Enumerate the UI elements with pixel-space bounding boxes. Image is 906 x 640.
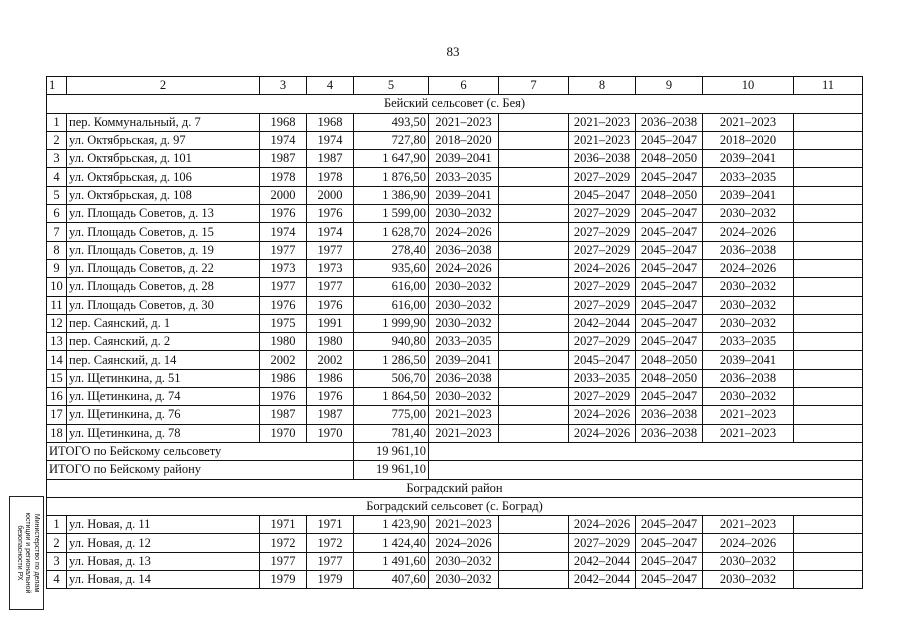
table-cell: 2033–2035 (703, 333, 794, 351)
table-cell: 2045–2047 (636, 571, 703, 589)
table-cell (794, 571, 863, 589)
page-number: 83 (446, 44, 460, 59)
column-number-cell: 8 (569, 77, 636, 95)
table-cell: 2024–2026 (569, 259, 636, 277)
table-row (47, 516, 863, 534)
total-value: 19 961,10 (354, 442, 429, 460)
table-cell: 2024–2026 (569, 516, 636, 534)
district-row (47, 479, 863, 497)
table-cell: 2045–2047 (636, 278, 703, 296)
table-cell: 1 491,60 (354, 552, 429, 570)
table-cell: 2 (47, 534, 67, 552)
table-cell: ул. Октябрьская, д. 108 (67, 186, 260, 204)
table-cell: 2045–2047 (636, 241, 703, 259)
table-cell (499, 113, 569, 131)
table-cell: ул. Площадь Советов, д. 19 (67, 241, 260, 259)
column-number-cell: 7 (499, 77, 569, 95)
table-cell: 2045–2047 (636, 131, 703, 149)
table-cell: 1986 (260, 369, 307, 387)
column-number-cell: 2 (67, 77, 260, 95)
table-cell: 2024–2026 (569, 424, 636, 442)
table-cell: 2030–2032 (703, 205, 794, 223)
table-cell: 2030–2032 (429, 314, 499, 332)
table-cell: 2048–2050 (636, 186, 703, 204)
table-cell (499, 131, 569, 149)
table-cell: 2027–2029 (569, 534, 636, 552)
stamp-text (14, 499, 40, 607)
table-cell: ул. Площадь Советов, д. 22 (67, 259, 260, 277)
table-cell (499, 223, 569, 241)
table-cell: пер. Саянский, д. 1 (67, 314, 260, 332)
table-cell: 2042–2044 (569, 571, 636, 589)
table-cell (794, 205, 863, 223)
table-cell: 2036–2038 (429, 369, 499, 387)
table-cell: 1973 (307, 259, 354, 277)
ministry-stamp (9, 496, 44, 610)
table-cell: 2021–2023 (703, 516, 794, 534)
table-cell (794, 388, 863, 406)
table-cell: 1987 (260, 406, 307, 424)
table-cell: 2045–2047 (636, 388, 703, 406)
table-cell: 1977 (307, 241, 354, 259)
table-cell: пер. Саянский, д. 2 (67, 333, 260, 351)
table-cell (499, 333, 569, 351)
column-number-cell: 3 (260, 77, 307, 95)
table-cell (794, 424, 863, 442)
table-row (47, 369, 863, 387)
table-cell (499, 351, 569, 369)
table-cell: 1979 (260, 571, 307, 589)
table-cell: ул. Щетинкина, д. 76 (67, 406, 260, 424)
table-cell (794, 314, 863, 332)
table-cell: ул. Новая, д. 11 (67, 516, 260, 534)
table-cell (499, 534, 569, 552)
table-cell: 2030–2032 (429, 571, 499, 589)
table-cell: 2036–2038 (636, 424, 703, 442)
table-cell: 2033–2035 (429, 333, 499, 351)
table-cell: 2024–2026 (703, 534, 794, 552)
table-cell: ул. Октябрьская, д. 97 (67, 131, 260, 149)
table-cell: 493,50 (354, 113, 429, 131)
table-cell: 1986 (307, 369, 354, 387)
table-cell: 2018–2020 (703, 131, 794, 149)
table-cell: 2024–2026 (569, 406, 636, 424)
district-title: Боградский район (47, 479, 863, 497)
table-cell: 2021–2023 (429, 516, 499, 534)
table-cell: 1974 (307, 223, 354, 241)
table-cell: 1977 (307, 552, 354, 570)
table-cell: 2021–2023 (569, 131, 636, 149)
table-cell: 2024–2026 (703, 223, 794, 241)
table-cell: пер. Саянский, д. 14 (67, 351, 260, 369)
table-cell: 2024–2026 (429, 534, 499, 552)
table-cell (794, 516, 863, 534)
table-cell: 2027–2029 (569, 205, 636, 223)
table-cell: 2030–2032 (429, 278, 499, 296)
table-cell: 1972 (260, 534, 307, 552)
table-cell (499, 571, 569, 589)
table-row (47, 333, 863, 351)
table-cell: ул. Новая, д. 14 (67, 571, 260, 589)
table-cell: 8 (47, 241, 67, 259)
table-cell: 1971 (307, 516, 354, 534)
table-cell: 1976 (260, 388, 307, 406)
table-cell (499, 259, 569, 277)
table-cell (794, 552, 863, 570)
table-cell: 775,00 (354, 406, 429, 424)
table-cell: 2000 (307, 186, 354, 204)
table-cell: ул. Щетинкина, д. 51 (67, 369, 260, 387)
table-cell: 1977 (260, 241, 307, 259)
table-cell: 2048–2050 (636, 369, 703, 387)
table-row (47, 131, 863, 149)
table-cell: 17 (47, 406, 67, 424)
table-cell: 2021–2023 (703, 424, 794, 442)
table-cell: 3 (47, 552, 67, 570)
table-cell: 1 647,90 (354, 150, 429, 168)
table-cell: 2000 (260, 186, 307, 204)
table-row (47, 205, 863, 223)
table-cell (499, 168, 569, 186)
table-cell (794, 259, 863, 277)
table-row (47, 314, 863, 332)
table-cell: 2045–2047 (636, 168, 703, 186)
table-cell: 407,60 (354, 571, 429, 589)
table-cell: 2018–2020 (429, 131, 499, 149)
table-cell: 1972 (307, 534, 354, 552)
table-cell: 2030–2032 (703, 571, 794, 589)
table-cell: 2027–2029 (569, 168, 636, 186)
table-cell (499, 552, 569, 570)
table-row (47, 259, 863, 277)
table-cell: 2024–2026 (429, 259, 499, 277)
table-cell: 1 599,00 (354, 205, 429, 223)
table-cell: 1 864,50 (354, 388, 429, 406)
table-cell: 616,00 (354, 278, 429, 296)
table-cell: 2030–2032 (703, 388, 794, 406)
total-label: ИТОГО по Бейскому сельсовету (47, 442, 354, 460)
table-cell: 1968 (307, 113, 354, 131)
table-row (47, 571, 863, 589)
table-cell: 727,80 (354, 131, 429, 149)
table-cell: 2033–2035 (569, 369, 636, 387)
table-cell: 2036–2038 (429, 241, 499, 259)
table-cell: 2027–2029 (569, 333, 636, 351)
table-cell: 2033–2035 (703, 168, 794, 186)
table-cell: 1976 (260, 205, 307, 223)
table-cell: 1974 (307, 131, 354, 149)
table-row (47, 150, 863, 168)
table-cell: 2039–2041 (429, 150, 499, 168)
table-row (47, 186, 863, 204)
stamp-line: юстиции и региональной (23, 512, 31, 594)
table-cell: 2045–2047 (636, 516, 703, 534)
table-cell: 1970 (260, 424, 307, 442)
table-cell: ул. Октябрьская, д. 106 (67, 168, 260, 186)
total-row (47, 442, 863, 460)
table-cell: 506,70 (354, 369, 429, 387)
stamp-line: безопасности РХ (15, 525, 23, 581)
table-cell (794, 113, 863, 131)
table-cell: 3 (47, 150, 67, 168)
table-cell (794, 296, 863, 314)
table-cell: 2030–2032 (703, 552, 794, 570)
table-cell: 14 (47, 351, 67, 369)
table-cell: 2021–2023 (703, 406, 794, 424)
table-body (47, 77, 863, 589)
table-cell (794, 131, 863, 149)
table-cell: 2036–2038 (636, 113, 703, 131)
table-cell (499, 369, 569, 387)
section-row (47, 95, 863, 113)
table-cell: 5 (47, 186, 67, 204)
table-cell: 2021–2023 (429, 113, 499, 131)
section-title: Боградский сельсовет (с. Боград) (47, 497, 863, 515)
table-cell: 2045–2047 (636, 552, 703, 570)
table-cell (499, 186, 569, 204)
table-cell: ул. Щетинкина, д. 78 (67, 424, 260, 442)
table-row (47, 168, 863, 186)
total-empty-cell (429, 461, 863, 479)
table-cell: 2048–2050 (636, 150, 703, 168)
table-cell: 2024–2026 (703, 259, 794, 277)
table-cell: 1987 (260, 150, 307, 168)
table-cell (794, 406, 863, 424)
table-cell: 6 (47, 205, 67, 223)
column-number-cell: 4 (307, 77, 354, 95)
table-cell: 1 286,50 (354, 351, 429, 369)
table-cell: 2036–2038 (703, 241, 794, 259)
column-number-row (47, 77, 863, 95)
table-cell: ул. Площадь Советов, д. 30 (67, 296, 260, 314)
table-cell: 1980 (260, 333, 307, 351)
table-cell: 2045–2047 (636, 259, 703, 277)
table-cell: 2045–2047 (636, 534, 703, 552)
column-number-cell: 10 (703, 77, 794, 95)
table-cell: 1978 (260, 168, 307, 186)
table-cell: 15 (47, 369, 67, 387)
table-cell: 1978 (307, 168, 354, 186)
table-cell: ул. Октябрьская, д. 101 (67, 150, 260, 168)
table-cell: 1979 (307, 571, 354, 589)
table-cell: 935,60 (354, 259, 429, 277)
table-cell: 13 (47, 333, 67, 351)
table-cell: 1 386,90 (354, 186, 429, 204)
table-cell (499, 241, 569, 259)
table-row (47, 406, 863, 424)
table-cell: 1976 (307, 296, 354, 314)
table-row (47, 351, 863, 369)
column-number-cell: 9 (636, 77, 703, 95)
table-cell: 2045–2047 (636, 296, 703, 314)
table-cell (794, 150, 863, 168)
table-cell: 2002 (307, 351, 354, 369)
table-cell: 2033–2035 (429, 168, 499, 186)
table-cell: 2039–2041 (703, 150, 794, 168)
table-row (47, 113, 863, 131)
section-row (47, 497, 863, 515)
stamp-line: Министерство по делам (32, 513, 40, 593)
table-row (47, 223, 863, 241)
table-cell: 2042–2044 (569, 314, 636, 332)
table-cell: 2021–2023 (429, 406, 499, 424)
table-cell: 1977 (260, 552, 307, 570)
table-cell: 10 (47, 278, 67, 296)
table-cell: 2027–2029 (569, 278, 636, 296)
table-cell: 1974 (260, 223, 307, 241)
table-cell (794, 351, 863, 369)
table-cell: 2039–2041 (703, 351, 794, 369)
table-cell: 1974 (260, 131, 307, 149)
table-cell: 2039–2041 (429, 351, 499, 369)
table-cell: 7 (47, 223, 67, 241)
total-label: ИТОГО по Бейскому району (47, 461, 354, 479)
table-cell (794, 369, 863, 387)
table-cell (499, 314, 569, 332)
table-cell: 2030–2032 (429, 205, 499, 223)
table-cell (499, 150, 569, 168)
table-cell: 1991 (307, 314, 354, 332)
table-cell: 2036–2038 (636, 406, 703, 424)
table-cell: 1977 (260, 278, 307, 296)
table-cell: 2021–2023 (569, 113, 636, 131)
table-row (47, 424, 863, 442)
table-cell: 12 (47, 314, 67, 332)
table-cell: 1987 (307, 150, 354, 168)
table-cell: 2027–2029 (569, 296, 636, 314)
table-cell (499, 516, 569, 534)
table-cell (794, 186, 863, 204)
table-row (47, 388, 863, 406)
table-cell: 9 (47, 259, 67, 277)
table-cell: 2021–2023 (429, 424, 499, 442)
table-cell: 18 (47, 424, 67, 442)
table-cell: 1 423,90 (354, 516, 429, 534)
table-cell: 2045–2047 (569, 351, 636, 369)
table-cell: 1980 (307, 333, 354, 351)
table-cell: 4 (47, 571, 67, 589)
table-cell: ул. Площадь Советов, д. 28 (67, 278, 260, 296)
table-cell: 2036–2038 (569, 150, 636, 168)
table-cell: 2 (47, 131, 67, 149)
table-cell: ул. Новая, д. 12 (67, 534, 260, 552)
table-cell: 2045–2047 (569, 186, 636, 204)
section-title: Бейский сельсовет (с. Бея) (47, 95, 863, 113)
table-cell (499, 406, 569, 424)
table-cell: 2024–2026 (429, 223, 499, 241)
table-cell: 1 424,40 (354, 534, 429, 552)
table-cell: 1970 (307, 424, 354, 442)
table-cell: 940,80 (354, 333, 429, 351)
table-cell: 1976 (307, 388, 354, 406)
table-cell: 2042–2044 (569, 552, 636, 570)
table-cell: 1976 (260, 296, 307, 314)
table-cell (794, 223, 863, 241)
table-row (47, 296, 863, 314)
table-cell: 2030–2032 (429, 388, 499, 406)
column-number-cell: 1 (47, 77, 67, 95)
table-cell: 2045–2047 (636, 205, 703, 223)
table-cell: 781,40 (354, 424, 429, 442)
table-cell (794, 241, 863, 259)
table-cell (499, 278, 569, 296)
table-row (47, 552, 863, 570)
table-cell: 278,40 (354, 241, 429, 259)
table-cell (499, 205, 569, 223)
table-cell: 2045–2047 (636, 333, 703, 351)
table-cell (794, 278, 863, 296)
table-cell (499, 424, 569, 442)
table-row (47, 534, 863, 552)
table-cell (499, 296, 569, 314)
table-cell: 1975 (260, 314, 307, 332)
table-cell (794, 333, 863, 351)
table-cell: 2030–2032 (703, 296, 794, 314)
table-cell: 2045–2047 (636, 314, 703, 332)
table-cell: 1976 (307, 205, 354, 223)
column-number-cell: 5 (354, 77, 429, 95)
table-cell: 2030–2032 (429, 552, 499, 570)
table-cell: ул. Щетинкина, д. 74 (67, 388, 260, 406)
table-cell: 2027–2029 (569, 223, 636, 241)
table-cell: ул. Площадь Советов, д. 15 (67, 223, 260, 241)
total-value: 19 961,10 (354, 461, 429, 479)
table-row (47, 278, 863, 296)
housing-repair-table (46, 76, 863, 589)
table-cell: 1 628,70 (354, 223, 429, 241)
column-number-cell: 6 (429, 77, 499, 95)
table-cell: 11 (47, 296, 67, 314)
table-cell: 2027–2029 (569, 388, 636, 406)
table-cell: 2030–2032 (703, 278, 794, 296)
table-row (47, 241, 863, 259)
total-row (47, 461, 863, 479)
table-cell: 2030–2032 (429, 296, 499, 314)
table-cell: 1 (47, 113, 67, 131)
table-cell: 1 876,50 (354, 168, 429, 186)
table-cell: 2027–2029 (569, 241, 636, 259)
table-cell: 1 999,90 (354, 314, 429, 332)
table-cell: 2039–2041 (429, 186, 499, 204)
table-cell: 2039–2041 (703, 186, 794, 204)
table-cell: 2021–2023 (703, 113, 794, 131)
table-cell: ул. Новая, д. 13 (67, 552, 260, 570)
table-cell: 2048–2050 (636, 351, 703, 369)
table-cell (794, 168, 863, 186)
table-cell (499, 388, 569, 406)
table-cell: 616,00 (354, 296, 429, 314)
table-cell: пер. Коммунальный, д. 7 (67, 113, 260, 131)
table-cell: 1987 (307, 406, 354, 424)
table-cell: 1977 (307, 278, 354, 296)
table-cell: 2036–2038 (703, 369, 794, 387)
table-cell: 1971 (260, 516, 307, 534)
table-cell (794, 534, 863, 552)
table-cell: 1 (47, 516, 67, 534)
table-cell: 1973 (260, 259, 307, 277)
table-cell: 1968 (260, 113, 307, 131)
table-cell: 2002 (260, 351, 307, 369)
table-cell: 16 (47, 388, 67, 406)
table-cell: ул. Площадь Советов, д. 13 (67, 205, 260, 223)
table-cell: 2045–2047 (636, 223, 703, 241)
table-cell: 2030–2032 (703, 314, 794, 332)
total-empty-cell (429, 442, 863, 460)
column-number-cell: 11 (794, 77, 863, 95)
table-cell: 4 (47, 168, 67, 186)
